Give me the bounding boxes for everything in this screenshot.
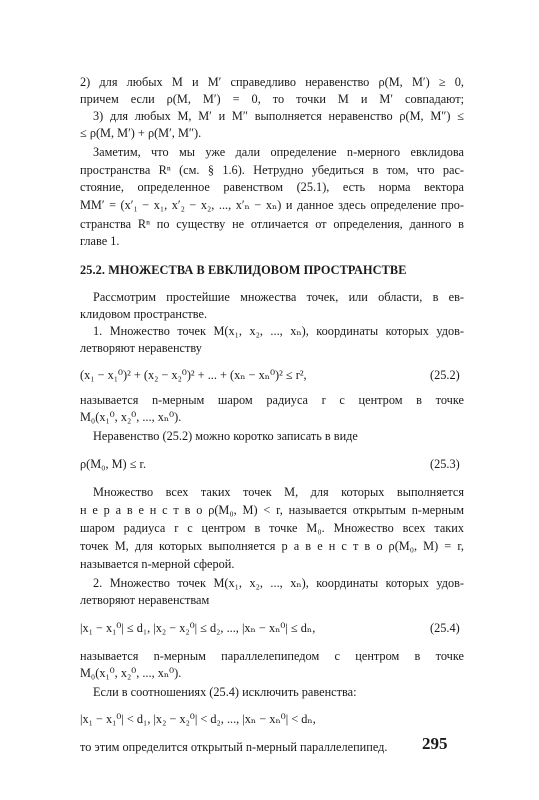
text-line: Заметим, что мы уже дали определение n-мерного евклидова bbox=[93, 145, 464, 159]
text-line: M₀(x₁⁰, x₂⁰, ..., xₙ⁰). bbox=[80, 666, 182, 680]
equation-25-4: |x₁ − x₁⁰| ≤ d₁, |x₂ − x₂⁰| ≤ d₂, ..., |xₙ − xₙ⁰| ≤ dₙ, bbox=[80, 621, 316, 635]
equation-number: (25.2) bbox=[430, 368, 460, 382]
text-line: 2. Множество точек M(x₁, x₂, ..., xₙ), координаты которых удов- bbox=[93, 576, 464, 590]
section-heading: 25.2. МНОЖЕСТВА В ЕВКЛИДОВОМ ПРОСТРАНСТВЕ bbox=[80, 263, 407, 277]
text-line: ≤ ρ(M, M′) + ρ(M′, M″). bbox=[80, 126, 202, 140]
equation-number: (25.3) bbox=[430, 457, 460, 471]
text-line: Множество всех таких точек M, для которых выполняется bbox=[93, 485, 464, 499]
text-line: Если в соотношениях (25.4) исключить равенства: bbox=[93, 685, 357, 699]
text-line: 2) для любых M и M′ справедливо неравенство ρ(M, M′) ≥ 0, bbox=[80, 75, 464, 89]
text-line: н е р а в е н с т в о ρ(M₀, M) < r, называется открытым n-мерным bbox=[80, 503, 464, 517]
text-line: пространства Rⁿ (см. § 1.6). Нетрудно убедиться в том, что рас- bbox=[80, 163, 464, 177]
text-line: главе 1. bbox=[80, 234, 120, 248]
text-line: M₀(x₁⁰, x₂⁰, ..., xₙ⁰). bbox=[80, 410, 182, 424]
equation-25-3: ρ(M₀, M) ≤ r. bbox=[80, 457, 147, 471]
page-number: 295 bbox=[422, 734, 448, 753]
text-line: летворяют неравенствам bbox=[80, 593, 210, 607]
text-line: странства Rⁿ по существу не отличается от определения, данного в bbox=[80, 217, 464, 231]
text-line: 3) для любых M, M′ и M″ выполняется неравенство ρ(M, M″) ≤ bbox=[93, 109, 464, 123]
equation-25-2: (x₁ − x₁⁰)² + (x₂ − x₂⁰)² + ... + (xₙ − xₙ⁰)² ≤ r², bbox=[80, 368, 307, 382]
text-line: Рассмотрим простейшие множества точек, или области, в ев- bbox=[93, 290, 464, 304]
text-line: MM′ = (x′₁ − x₁, x′₂ − x₂, ..., x′ₙ − xₙ) и данное здесь определение про- bbox=[80, 198, 464, 212]
text-line: стояние, определенное равенством (25.1), есть норма вектора bbox=[80, 180, 464, 194]
equation-number: (25.4) bbox=[430, 621, 460, 635]
text-line: Неравенство (25.2) можно коротко записать в виде bbox=[93, 429, 358, 443]
text-line: шаром радиуса r с центром в точке M₀. Множество всех таких bbox=[80, 521, 464, 535]
text-line: называется n-мерной сферой. bbox=[80, 557, 235, 571]
text-line: называется n-мерным параллелепипедом с центром в точке bbox=[80, 649, 464, 663]
text-line: называется n-мерным шаром радиуса r с центром в точке bbox=[80, 393, 464, 407]
text-line: причем если ρ(M, M′) = 0, то точки M и M′ совпадают; bbox=[80, 92, 464, 106]
equation-strict: |x₁ − x₁⁰| < d₁, |x₂ − x₂⁰| < d₂, ..., |xₙ − xₙ⁰| < dₙ, bbox=[80, 712, 316, 726]
text-line: клидовом пространстве. bbox=[80, 307, 208, 321]
text-line: летворяют неравенству bbox=[80, 341, 202, 355]
text-line: точек M, для которых выполняется р а в е н с т в о ρ(M₀, M) = r, bbox=[80, 539, 464, 553]
text-line: 1. Множество точек M(x₁, x₂, ..., xₙ), координаты которых удов- bbox=[93, 324, 464, 338]
text-line: то этим определится открытый n-мерный параллелепипед. bbox=[80, 740, 388, 754]
